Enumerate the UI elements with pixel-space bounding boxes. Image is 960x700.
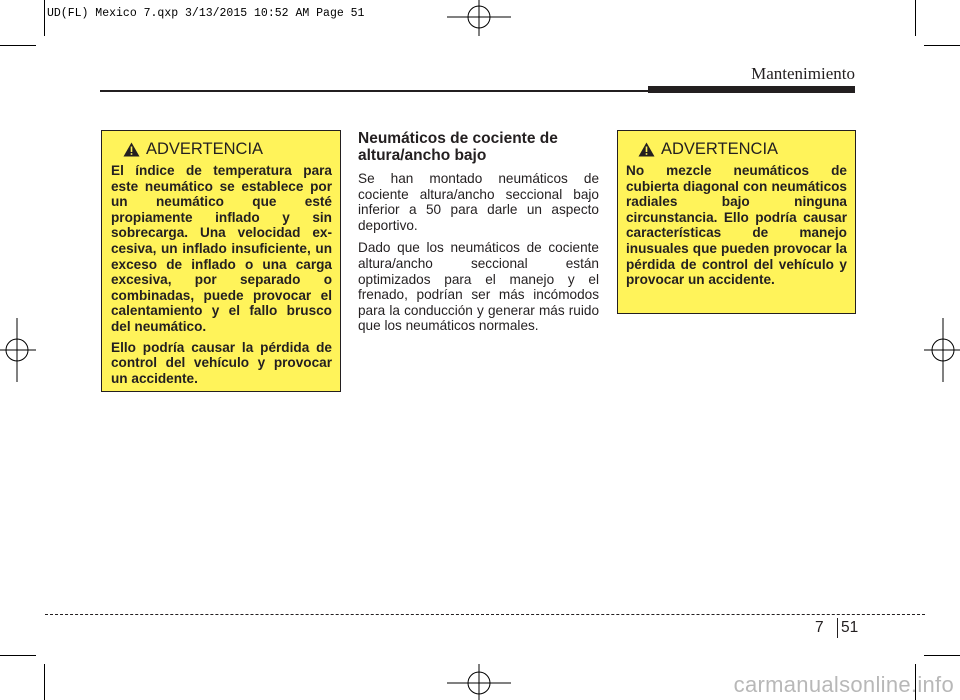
warning-paragraph: Ello podría causar la pérdida de control del vehículo y provocar un accidente. <box>111 339 332 386</box>
print-slug: UD(FL) Mexico 7.qxp 3/13/2015 10:52 AM Page 51 <box>47 7 365 20</box>
header-rule-thick <box>648 86 855 93</box>
warning-triangle-icon <box>638 142 655 157</box>
warning-header <box>123 140 332 159</box>
warning-triangle-icon <box>123 142 140 157</box>
warning-title: ADVERTENCIA <box>661 140 779 158</box>
warning-paragraph: No mezcle neumáticos de cubierta diagonal con neumáticos radiales bajo ninguna circunstancia. Ello podría causar características de manejo inusuales que pueden provocar la pérdida de control del vehículo y provocar un accidente. <box>626 163 847 288</box>
body-paragraph: Se han montado neumáticos de cociente altura/ancho seccional bajo inferior a 50 para darle un aspecto deportivo. <box>358 171 599 233</box>
section-heading: Neumáticos de cociente de altura/ancho bajo <box>358 130 558 164</box>
body-column <box>358 130 599 341</box>
section-title: Mantenimiento <box>751 64 855 83</box>
warning-title: ADVERTENCIA <box>146 140 264 158</box>
warning-paragraph: El índice de temperatura para este neumático se establece por un neumático que esté propiamente inflado y sin sobrecarga. Una velocidad ex- cesiva, un inflado insuficiente, un exceso de inflado o una carga excesiva, por separado o combinadas, puede provocar el calentamiento y el fallo brusco del neumático. <box>111 163 332 334</box>
watermark: carmanualsonline.info <box>733 672 954 697</box>
chapter-number: 7 <box>815 619 824 636</box>
warning-box-left <box>101 130 341 392</box>
warning-box-right <box>617 130 856 314</box>
page-separator <box>837 618 838 638</box>
page-number: 51 <box>841 619 859 636</box>
header-rule <box>100 90 650 92</box>
body-paragraph: Dado que los neumáticos de cociente altura/ancho seccional están optimizados para el manejo y el frenado, podrían ser más incómodos para la conducción y generar más ruido que los neumáticos normales. <box>358 240 599 334</box>
footer-rule <box>45 614 925 615</box>
warning-header <box>638 140 847 159</box>
